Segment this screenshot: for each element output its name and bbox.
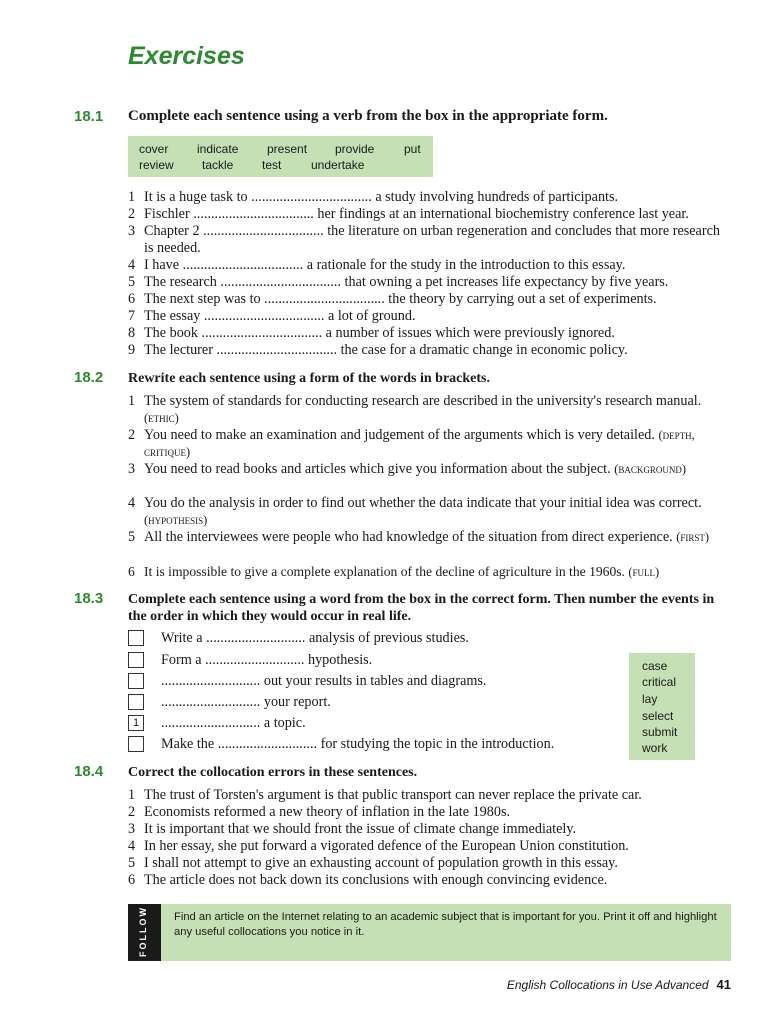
exercise-instruction-18-3: Complete each sentence using a word from the box in the correct form. Then number the events in the order in which they would occur in real life. <box>128 592 715 624</box>
list-item: 6 The next step was to .................................. the theory by carrying out a set of experiments. <box>128 291 657 307</box>
list-item: 4 You do the analysis in order to find out whether the data indicate that your initial idea was correct. (hypothesis) <box>128 495 702 527</box>
list-item: 7 The essay .................................. a lot of ground. <box>128 308 416 324</box>
word-hint: (first) <box>676 530 710 544</box>
list-item: 1 The system of standards for conducting research are described in the university's research manual. (ethic) <box>128 393 702 425</box>
word-box-item: work <box>642 741 668 755</box>
follow-up-box <box>128 885 731 961</box>
order-number-box[interactable] <box>128 736 144 752</box>
list-item: 1 The trust of Torsten's argument is that public transport can never replace the private car. <box>128 787 642 803</box>
word-box-item: tackle <box>202 158 234 172</box>
word-box-item: case <box>642 659 668 673</box>
list-item: ............................ out your results in tables and diagrams. <box>161 673 487 689</box>
list-item: 2 You need to make an examination and judgement of the arguments which is very detailed. (depth, critique) <box>128 427 695 459</box>
exercise-instruction-18-1: Complete each sentence using a verb from the box in the appropriate form. <box>128 108 608 124</box>
word-hint: (depth, critique) <box>144 428 695 459</box>
order-number-box[interactable] <box>128 694 144 710</box>
exercise-number-18-2: 18.2 <box>74 369 104 386</box>
list-item: 2 Economists reformed a new theory of inflation in the late 1980s. <box>128 804 511 820</box>
list-item: 2 Fischler .................................. her findings at an international biochemistry conference last year. <box>128 206 689 222</box>
word-box-item: critical <box>642 675 677 689</box>
order-number-box[interactable] <box>128 652 144 668</box>
follow-up-label: FOLLOW UP <box>138 885 148 957</box>
exercise-instruction-18-4: Correct the collocation errors in these sentences. <box>128 765 418 780</box>
page-title: Exercises <box>128 42 245 70</box>
word-box-18-3 <box>629 653 695 760</box>
exercise-number-18-4: 18.4 <box>74 763 104 780</box>
word-box-item: test <box>262 158 282 172</box>
list-item: 4 I have .................................. a rationale for the study in the introduction to this essay. <box>128 257 626 273</box>
list-item: 5 I shall not attempt to give an exhausting account of population growth in this essay. <box>128 855 618 871</box>
list-item: 5 The research .................................. that owning a pet increases life expectancy by five years. <box>128 274 669 290</box>
word-hint: (background) <box>614 462 687 476</box>
list-item: 8 The book .................................. a number of issues which were previously ignored. <box>128 325 615 341</box>
word-box-item: undertake <box>311 158 365 172</box>
follow-up-tab <box>128 885 161 961</box>
list-item: 5 All the interviewees were people who had knowledge of the situation from direct experience. (first) <box>128 529 710 545</box>
list-item: ............................ a topic. <box>161 715 306 731</box>
exercise-instruction-18-2: Rewrite each sentence using a form of the words in brackets. <box>128 371 490 386</box>
list-item: Form a ............................ hypothesis. <box>161 652 373 668</box>
exercise-number-18-1: 18.1 <box>74 108 104 125</box>
list-item: 4 In her essay, she put forward a vigorated defence of the European Union constitution. <box>128 838 629 854</box>
word-box-item: cover <box>139 142 169 156</box>
word-box-item: review <box>139 158 174 172</box>
exercise-number-18-3: 18.3 <box>74 590 104 607</box>
list-item: ............................ your report. <box>161 694 331 710</box>
order-number-box[interactable] <box>128 630 144 646</box>
page-footer <box>507 977 731 992</box>
list-item: Write a ............................ analysis of previous studies. <box>161 630 469 646</box>
list-item: 3 You need to read books and articles which give you information about the subject. (background) <box>128 461 687 477</box>
word-box-item: put <box>404 142 421 156</box>
list-item: 1 It is a huge task to .................................. a study involving hundreds of participants. <box>128 189 619 205</box>
list-item: 3 It is important that we should front the issue of climate change immediately. <box>128 821 577 837</box>
order-number-box[interactable] <box>128 673 144 689</box>
word-hint: (hypothesis) <box>144 513 208 527</box>
verb-word-box <box>128 136 433 177</box>
list-item: Make the ............................ for studying the topic in the introduction. <box>161 736 555 752</box>
follow-up-text: Find an article on the Internet relating to an academic subject that is important for you. Print it off and highlight any useful collocations you notice in it. <box>174 911 717 938</box>
list-item: 6 It is impossible to give a complete explanation of the decline of agriculture in the 1960s. (full) <box>128 564 660 579</box>
list-item: 6 The article does not back down its conclusions with enough convincing evidence. <box>128 872 608 888</box>
book-title: English Collocations in Use Advanced <box>506 978 709 992</box>
list-item: 9 The lecturer .................................. the case for a dramatic change in economic policy. <box>128 342 628 358</box>
word-box-item: submit <box>642 725 678 739</box>
word-box-item: provide <box>335 142 375 156</box>
word-box-item: lay <box>642 692 658 706</box>
word-hint: (full) <box>628 565 660 579</box>
word-box-item: select <box>642 709 674 723</box>
word-box-item: present <box>267 142 308 156</box>
list-item: 3 Chapter 2 .................................. the literature on urban regeneration and concludes that more research is needed. <box>128 223 720 256</box>
order-number-box[interactable]: 1 <box>128 715 144 731</box>
word-hint: (ethic) <box>144 411 179 425</box>
word-box-item: indicate <box>197 142 239 156</box>
page-number: 41 <box>716 977 731 992</box>
